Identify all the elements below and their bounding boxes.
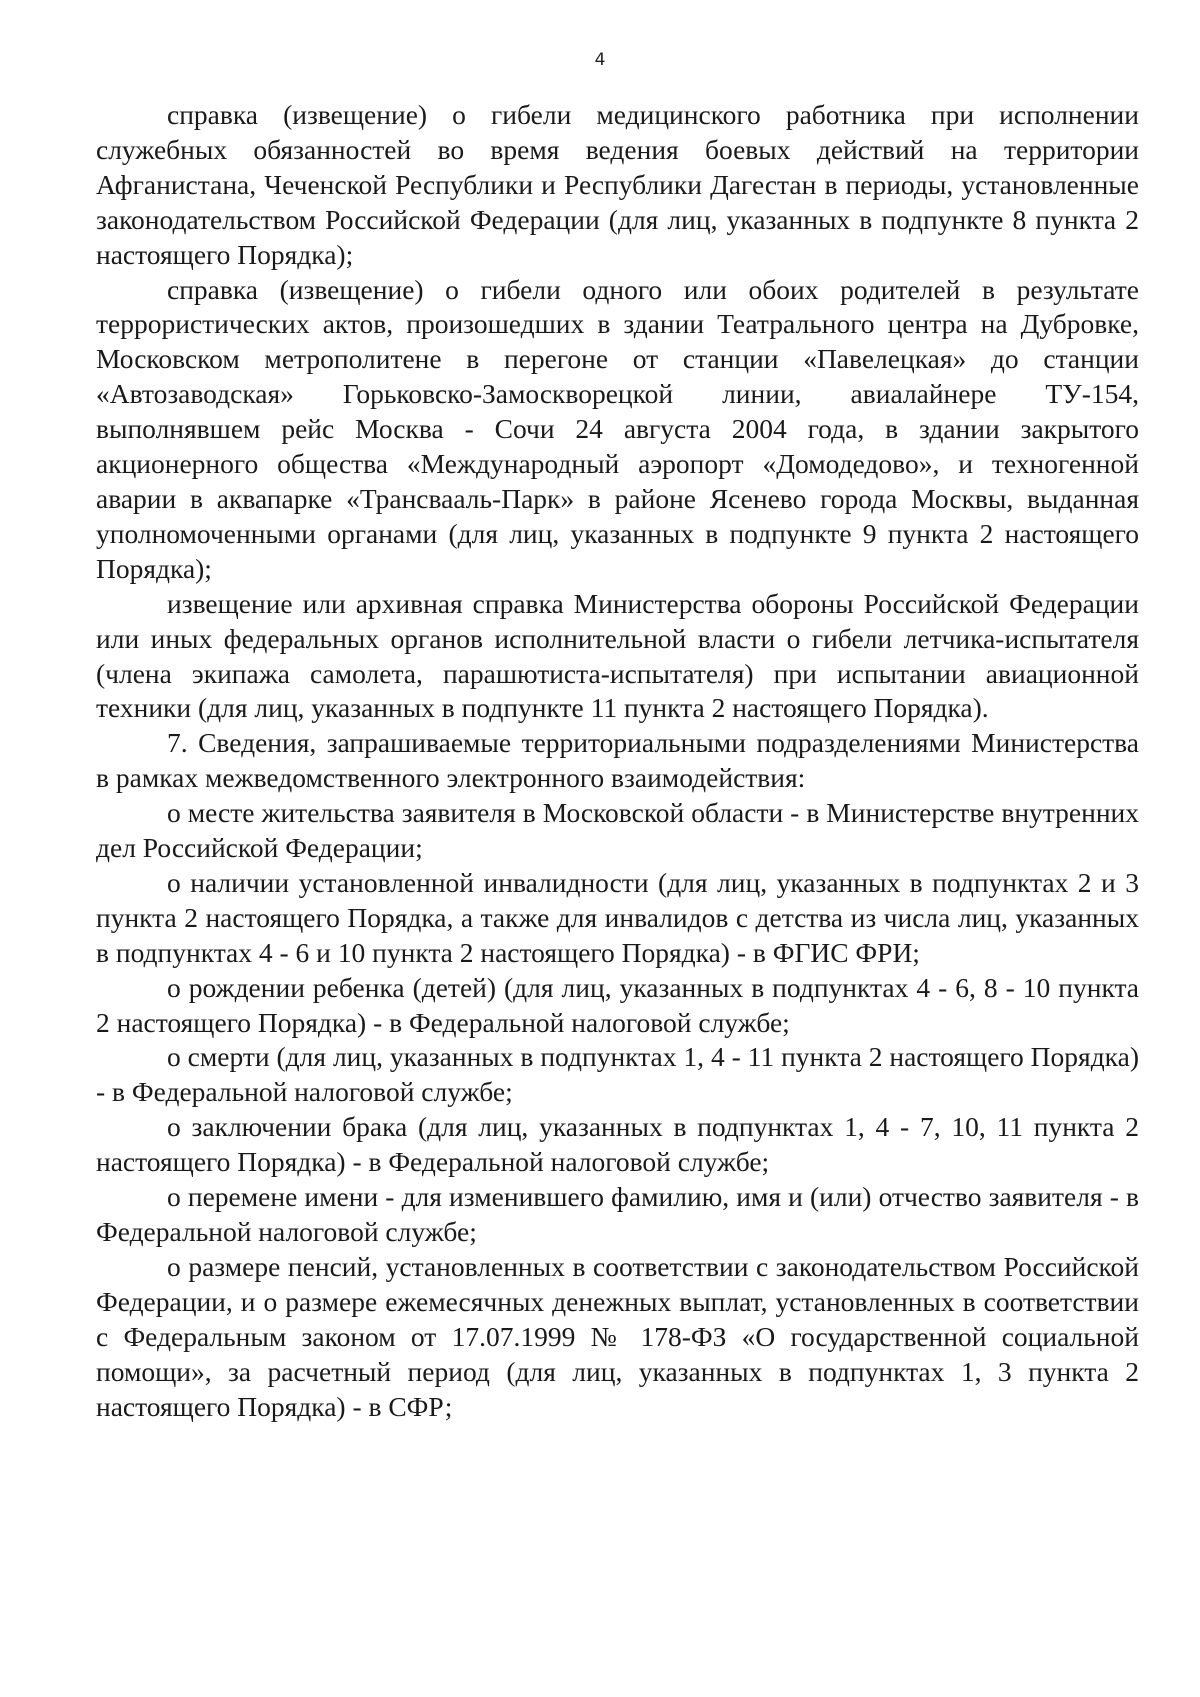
paragraph-marriage-info: о заключении брака (для лиц, указанных в подпунктах 1, 4 - 7, 10, 11 пункта 2 настоящего Порядка) - в Федеральной налоговой службе;: [96, 1111, 1139, 1178]
paragraph-notice-test-pilot: извещение или архивная справка Министерства обороны Российской Федерации или иных федеральных органов исполнительной власти о гибели летчика-испытателя (члена экипажа самолета, парашютиста-испытателя) при испытании авиационной техники (для лиц, указанных в подпункте 11 пункта 2 настоящего Порядка).: [96, 587, 1139, 724]
page-number: 4: [594, 50, 606, 70]
paragraph-death-certificate-medical-worker: справка (извещение) о гибели медицинского работника при исполнении служебных обязанностей во время ведения боевых действий на территории Афганистана, Чеченской Республики и Республики Дагестан в периоды, установленные законодательством Российской Федерации (для лиц, указанных в подпункте 8 пункта 2 настоящего Порядка);: [96, 99, 1139, 270]
paragraph-birth-info: о рождении ребенка (детей) (для лиц, указанных в подпунктах 4 - 6, 8 - 10 пункта 2 настоящего Порядка) - в Федеральной налоговой службе;: [96, 971, 1139, 1038]
paragraph-disability-info: о наличии установленной инвалидности (для лиц, указанных в подпунктах 2 и 3 пункта 2 настоящего Порядка, а также для инвалидов с детства из числа лиц, указанных в подпунктах 4 - 6 и 10 пункта 2 настоящего Порядка) - в ФГИС ФРИ;: [96, 866, 1139, 968]
paragraph-name-change-info: о перемене имени - для изменившего фамилию, имя и (или) отчество заявителя - в Федеральной налоговой службе;: [96, 1181, 1139, 1247]
document-body: [96, 98, 1139, 1424]
paragraph-residence-info: о месте жительства заявителя в Московской области - в Министерстве внутренних дел Российской Федерации;: [96, 797, 1139, 864]
paragraph-pension-info: о размере пенсий, установленных в соответствии с законодательством Российской Федерации, и о размере ежемесячных денежных выплат, установленных в соответствии с Федеральным законом от 17.07.1999 № 178-ФЗ «О государственной социальной помощи», за расчетный период (для лиц, указанных в подпунктах 1, 3 пункта 2 настоящего Порядка) - в СФР;: [96, 1250, 1139, 1422]
paragraph-section-7-heading: 7. Сведения, запрашиваемые территориальными подразделениями Министерства в рамках межведомственного электронного взаимодействия:: [96, 727, 1139, 794]
paragraph-death-certificate-terror-acts: справка (извещение) о гибели одного или обоих родителей в результате террористических актов, произошедших в здании Театрального центра на Дубровке, Московском метрополитене в перегоне от станции «Павелецкая» до станции «Автозаводская» Горьковско-Замоскворецкой линии, авиалайнере ТУ-154, выполнявшем рейс Москва - Сочи 24 августа 2004 года, в здании закрытого акционерного общества «Международный аэропорт «Домодедово», и техногенной аварии в аквапарке «Трансвааль-Парк» в районе Ясенево города Москвы, выданная уполномоченными органами (для лиц, указанных в подпункте 9 пункта 2 настоящего Порядка);: [96, 273, 1139, 584]
paragraph-death-info: о смерти (для лиц, указанных в подпунктах 1, 4 - 11 пункта 2 настоящего Порядка) - в Федеральной налоговой службе;: [96, 1041, 1139, 1108]
